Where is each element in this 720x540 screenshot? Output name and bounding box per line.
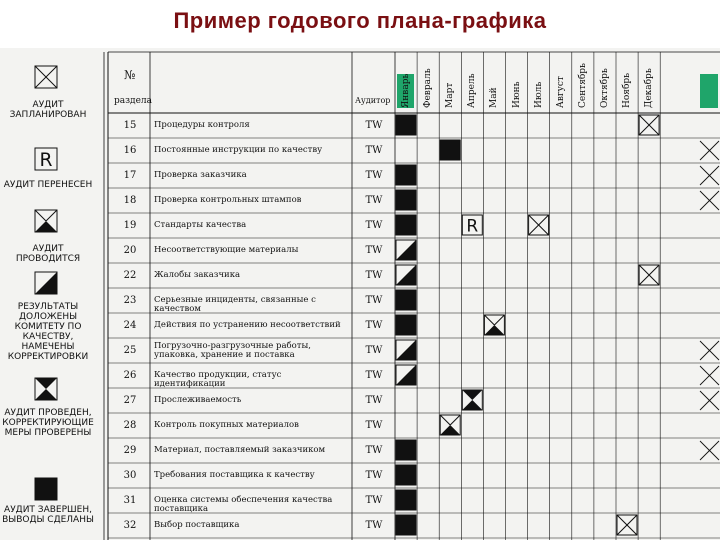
row-section-name: Процедуры контроля	[154, 120, 250, 130]
schedule-mark-reported	[396, 365, 416, 385]
row-auditor: TW	[365, 120, 383, 131]
month-header: Август	[555, 76, 566, 108]
row-auditor: TW	[365, 520, 383, 531]
row-section-number: 24	[123, 320, 137, 331]
row-section-name: Стандарты качества	[154, 220, 247, 230]
month-header: Декабрь	[644, 68, 655, 108]
row-section-number: 31	[123, 495, 137, 506]
row-section-name: Действия по устранению несоответствий	[154, 320, 341, 330]
legend-caption: АУДИТ ПЕРЕНЕСЕН	[3, 180, 93, 190]
row-section-number: 32	[123, 520, 137, 531]
month-header: Апрель	[467, 73, 478, 108]
row-section-number: 20	[123, 245, 137, 256]
row-section-name: Жалобы заказчика	[154, 270, 241, 280]
schedule-mark-completed	[396, 165, 416, 185]
row-auditor: TW	[365, 220, 383, 231]
row-auditor: TW	[365, 345, 383, 356]
schedule-mark-completed	[440, 140, 460, 160]
row-section-number: 27	[123, 395, 137, 406]
row-section-name: Проверка заказчика	[154, 170, 247, 180]
svg-text:R: R	[466, 216, 479, 237]
row-section-name: Качество продукции, статус идентификации	[154, 370, 282, 389]
legend-symbol-planned	[35, 66, 57, 88]
schedule-mark-completed	[396, 190, 416, 210]
row-section-name: Контроль покупных материалов	[154, 420, 299, 430]
row-section-number: 29	[123, 445, 137, 456]
green-marker-last	[700, 74, 718, 108]
svg-text:R: R	[39, 150, 53, 172]
row-section-name: Проверка контрольных штампов	[154, 195, 302, 205]
header-auditor-label: Аудитор	[355, 96, 391, 105]
legend-symbol-completed	[35, 478, 57, 500]
schedule-mark-verified	[462, 390, 482, 410]
row-section-number: 22	[123, 270, 137, 281]
row-auditor: TW	[365, 445, 383, 456]
month-header: Май	[489, 87, 500, 108]
row-auditor: TW	[365, 245, 383, 256]
row-section-name: Прослеживаемость	[154, 395, 242, 405]
row-auditor: TW	[365, 395, 383, 406]
row-section-number: 19	[123, 220, 137, 231]
schedule-mark-rescheduled	[462, 215, 482, 236]
schedule-mark-completed	[396, 465, 416, 485]
schedule-mark-planned	[639, 265, 659, 285]
row-section-name: Серьезные инциденты, связанные с качеством	[154, 295, 316, 314]
legend-symbol-in-progress	[35, 210, 57, 232]
schedule-mark-completed	[396, 115, 416, 135]
row-section-number: 28	[123, 420, 137, 431]
row-section-number: 15	[123, 120, 137, 131]
legend-symbol-rescheduled	[35, 148, 57, 171]
row-auditor: TW	[365, 370, 383, 381]
row-auditor: TW	[365, 495, 383, 506]
month-header: Июнь	[511, 81, 522, 108]
legend-caption: АУДИТ ПРОВОДИТСЯ	[15, 244, 81, 264]
row-auditor: TW	[365, 170, 383, 181]
schedule-mark-completed	[396, 490, 416, 510]
row-section-number: 16	[123, 145, 137, 156]
legend-caption: АУДИТ ЗАВЕРШЕН, ВЫВОДЫ СДЕЛАНЫ	[2, 505, 94, 525]
row-section-number: 25	[123, 345, 137, 356]
legend-symbol-verified	[35, 378, 57, 400]
schedule-mark-reported	[396, 240, 416, 260]
row-auditor: TW	[365, 295, 383, 306]
month-header: Январь	[401, 73, 411, 108]
schedule-mark-reported	[396, 265, 416, 285]
schedule-mark-completed	[396, 515, 416, 535]
schedule-mark-planned	[529, 215, 549, 235]
legend-symbol-reported	[35, 272, 57, 294]
row-auditor: TW	[365, 145, 383, 156]
schedule-mark-planned	[617, 515, 637, 535]
month-header: Ноябрь	[622, 72, 632, 108]
row-section-number: 18	[123, 195, 137, 206]
row-section-number: 17	[123, 170, 137, 181]
schedule-mark-planned	[639, 115, 659, 135]
row-section-number: 23	[123, 295, 137, 306]
schedule-mark-completed	[396, 215, 416, 235]
row-auditor: TW	[365, 270, 383, 281]
header-no-symbol: №	[124, 68, 136, 82]
legend-caption: РЕЗУЛЬТАТЫ ДОЛОЖЕНЫ КОМИТЕТУ ПО КАЧЕСТВУ, НАМЕЧЕНЫ КОРРЕКТИРОВКИ	[7, 302, 89, 362]
row-section-name: Требования поставщика к качеству	[154, 470, 315, 480]
row-section-name: Несоответствующие материалы	[154, 245, 299, 255]
row-section-name: Материал, поставляемый заказчиком	[154, 445, 326, 455]
page-title: Пример годового плана-графика	[173, 8, 547, 33]
schedule-mark-in-progress	[440, 415, 460, 435]
row-section-name: Оценка системы обеспечения качества поставщика	[154, 495, 333, 514]
row-section-number: 26	[123, 370, 137, 381]
schedule-mark-reported	[396, 340, 416, 360]
month-header: Март	[445, 82, 456, 108]
row-section-name: Постоянные инструкции по качеству	[154, 145, 323, 155]
row-auditor: TW	[365, 420, 383, 431]
row-section-number: 30	[123, 470, 137, 481]
schedule-mark-completed	[396, 440, 416, 460]
row-section-name: Погрузочно-разгрузочные работы, упаковка, хранение и поставка	[154, 341, 311, 360]
legend-caption: АУДИТ ЗАПЛАНИРОВАН	[9, 100, 87, 120]
row-auditor: TW	[365, 195, 383, 206]
row-section-name: Выбор поставщика	[154, 520, 240, 530]
month-header: Февраль	[423, 68, 434, 108]
row-auditor: TW	[365, 470, 383, 481]
month-header: Октябрь	[599, 68, 610, 108]
legend-caption: АУДИТ ПРОВЕДЕН, КОРРЕКТИРУЮЩИЕ МЕРЫ ПРОВЕРЕНЫ	[2, 408, 94, 438]
schedule-mark-in-progress	[484, 315, 504, 335]
row-auditor: TW	[365, 320, 383, 331]
schedule-mark-completed	[396, 290, 416, 310]
month-header: Сентябрь	[577, 63, 588, 108]
schedule-mark-completed	[396, 315, 416, 335]
header-section-label: раздела	[114, 96, 152, 106]
month-header: Июль	[533, 81, 544, 108]
